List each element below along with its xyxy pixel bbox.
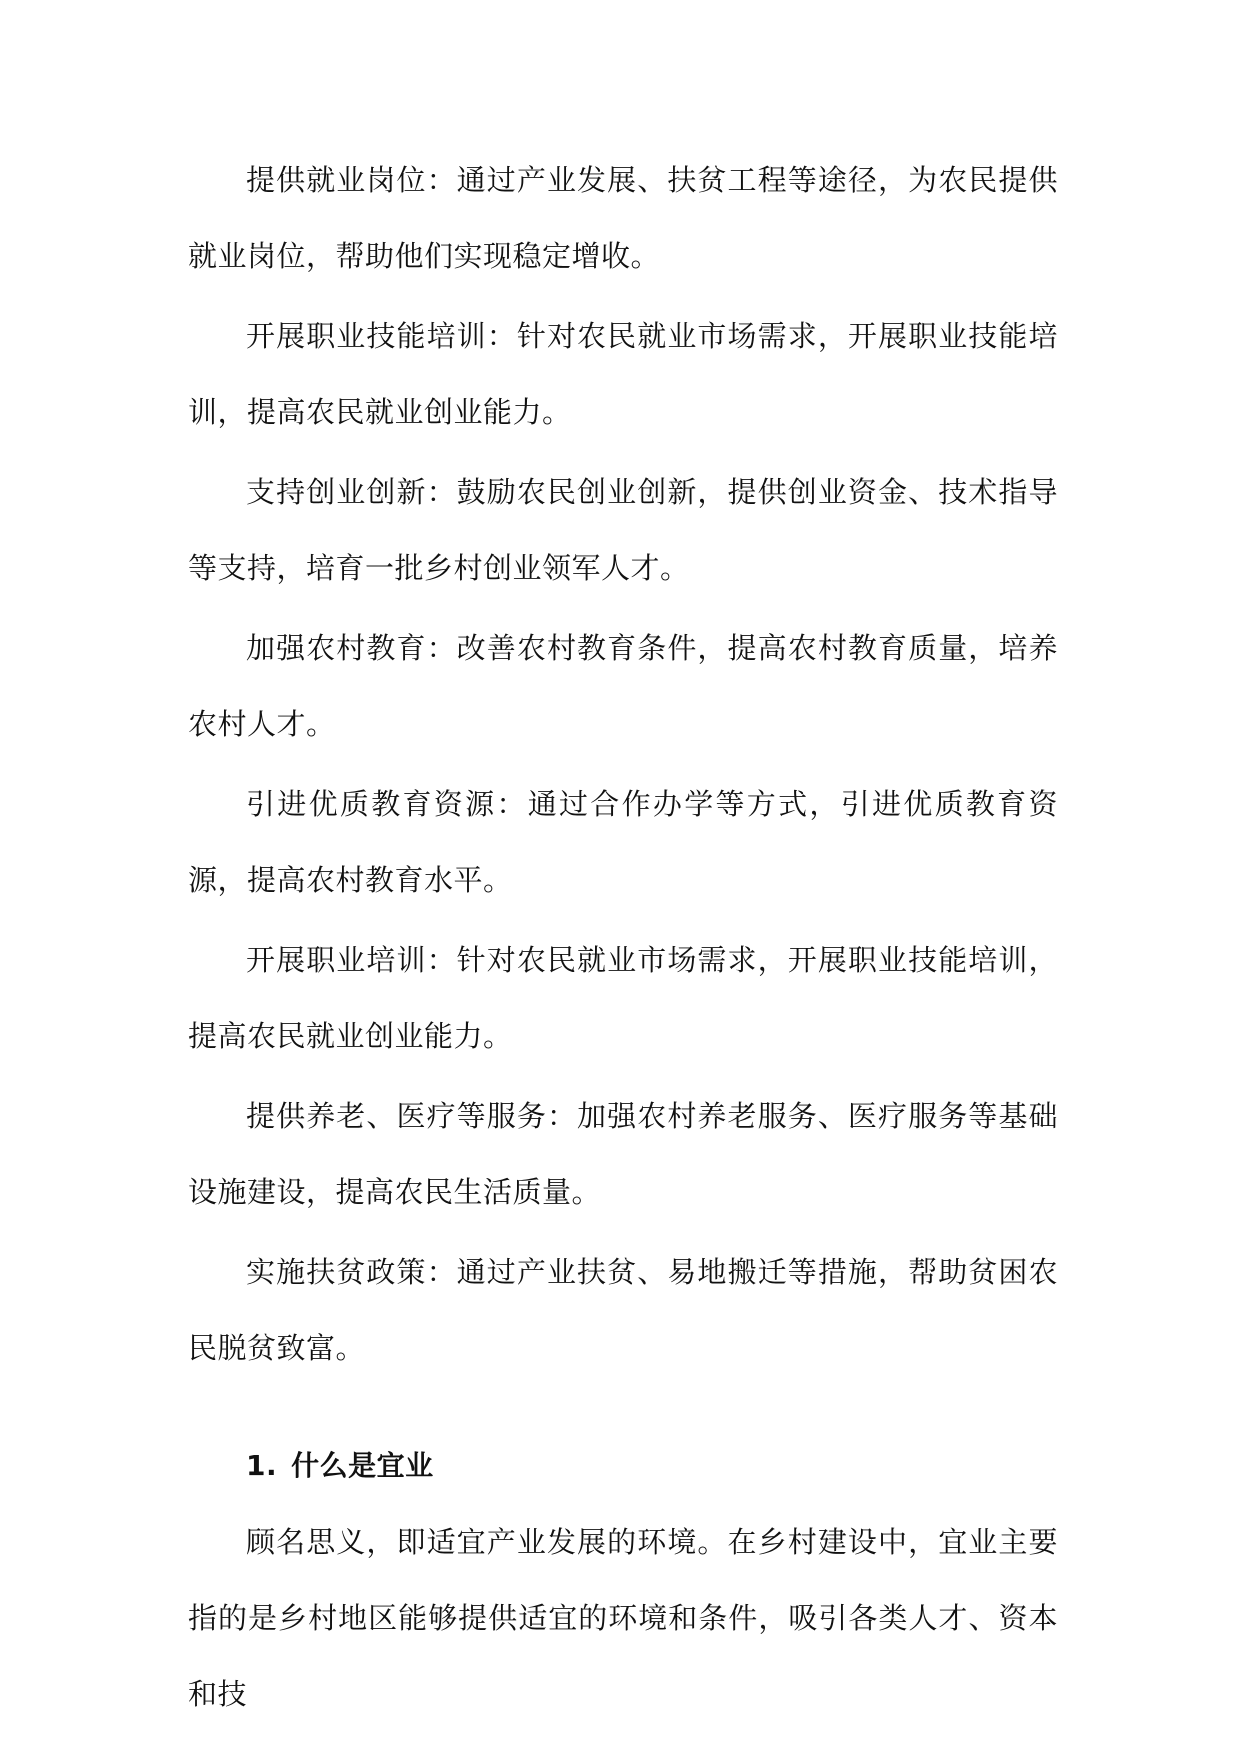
section-number: 1.: [246, 1449, 278, 1482]
paragraph-skills-training: 开展职业技能培训：针对农民就业市场需求，开展职业技能培训，提高农民就业创业能力。: [188, 319, 1058, 429]
paragraph-elderly-medical: 提供养老、医疗等服务：加强农村养老服务、医疗服务等基础设施建设，提高农民生活质量。: [188, 1099, 1058, 1209]
paragraph-jobs: 提供就业岗位：通过产业发展、扶贫工程等途径，为农民提供就业岗位，帮助他们实现稳定增收。: [188, 163, 1058, 273]
document-body: [188, 142, 1058, 1736]
paragraph-entrepreneurship: 支持创业创新：鼓励农民创业创新，提供创业资金、技术指导等支持，培育一批乡村创业领军人才。: [188, 475, 1058, 585]
paragraph-vocational-training: 开展职业培训：针对农民就业市场需求，开展职业技能培训，提高农民就业创业能力。: [188, 943, 1058, 1053]
paragraph-rural-education: 加强农村教育：改善农村教育条件，提高农村教育质量，培养农村人才。: [188, 631, 1058, 741]
paragraph-poverty-policy: 实施扶贫政策：通过产业扶贫、易地搬迁等措施，帮助贫困农民脱贫致富。: [188, 1255, 1058, 1365]
paragraph-definition: 顾名思义，即适宜产业发展的环境。在乡村建设中，宜业主要指的是乡村地区能够提供适宜的环境和条件，吸引各类人才、资本和技: [188, 1525, 1058, 1711]
paragraph-education-resources: 引进优质教育资源：通过合作办学等方式，引进优质教育资源，提高农村教育水平。: [188, 787, 1058, 897]
section-title: 什么是宜业: [291, 1449, 434, 1482]
section-heading: [188, 1428, 1058, 1504]
